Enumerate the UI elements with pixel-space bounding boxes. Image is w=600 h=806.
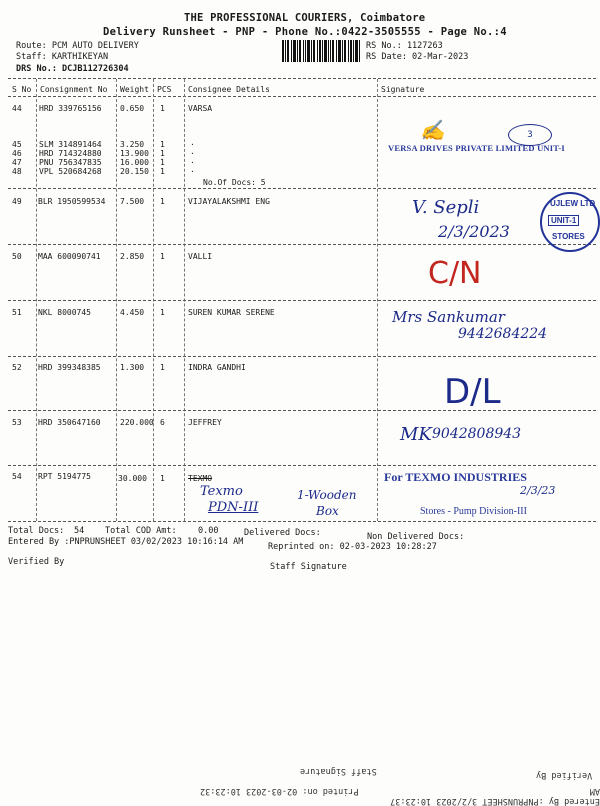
row-weight: 30.000	[118, 474, 147, 483]
row-weight: 13.900	[120, 149, 149, 158]
total-cod-value: 0.00	[198, 526, 219, 536]
row-consignment: VPL 520684268	[39, 167, 102, 176]
row-pcs: 1	[160, 363, 165, 372]
table-bottom-rule	[8, 521, 596, 522]
non-delivered-docs: Non Delivered Docs:	[367, 532, 465, 542]
rs-date: RS Date: 02-Mar-2023	[366, 52, 469, 62]
row-pcs: 1	[160, 104, 165, 113]
ghost-staff-signature: Staff Signature	[300, 766, 377, 776]
cn-mark: C/N	[428, 256, 482, 291]
col-pcs: PCS	[157, 85, 172, 94]
texmo-stamp-bottom: Stores - Pump Division-III	[420, 506, 527, 517]
row-consignment: HRD 339765156	[39, 104, 102, 113]
signature-date: 2/3/23	[520, 484, 556, 497]
row-pcs: 1	[160, 197, 165, 206]
staff-label: Staff: KARTHIKEYAN	[16, 52, 109, 62]
row-sno: 50	[12, 252, 22, 261]
entered-by: Entered By :PNPRUNSHEET 03/02/2023 10:16:14 AM	[8, 537, 244, 547]
signature-scribble: ✍	[420, 118, 445, 142]
row-sno: 49	[12, 197, 22, 206]
row-consignee: TEXMO	[188, 474, 213, 483]
row-consignee: VALLI	[188, 252, 213, 261]
signature-seal: 3	[508, 124, 552, 146]
row-rule	[8, 188, 596, 189]
row-sno: 47	[12, 158, 22, 167]
row-weight: 1.300	[120, 363, 145, 372]
row-sno: 44	[12, 104, 22, 113]
row-weight: 3.250	[120, 140, 145, 149]
total-docs-value: 54	[74, 526, 85, 536]
row-consignee: SUREN KUMAR SERENE	[188, 308, 275, 317]
row-pcs: 1	[160, 140, 165, 149]
row-sno: 48	[12, 167, 22, 176]
row-consignee: VARSA	[188, 104, 213, 113]
table-top-rule	[8, 78, 596, 79]
table-header-rule	[8, 96, 596, 97]
unit-seal	[540, 192, 600, 252]
row-consignment: NKL 8000745	[38, 308, 91, 317]
signature-handwriting: Mrs Sankumar	[392, 308, 505, 326]
row-sno: 53	[12, 418, 22, 427]
total-docs-label: Total Docs:	[8, 526, 65, 536]
row-sno: 46	[12, 149, 22, 158]
handwritten-note: PDN-III	[208, 500, 259, 515]
row-rule	[8, 356, 596, 357]
col-sno: S No	[12, 85, 32, 94]
row-consignee: JEFFREY	[188, 418, 222, 427]
row-consignee: .	[190, 165, 195, 174]
col-consignee: Consignee Details	[188, 85, 270, 94]
row-weight: 4.450	[120, 308, 145, 317]
row-consignee: VIJAYALAKSHMI ENG	[188, 197, 270, 206]
col-weight: Weight	[120, 85, 149, 94]
col-consignment: Consignment No	[40, 85, 108, 94]
handwritten-note: Texmo	[200, 484, 243, 499]
row-pcs: 1	[160, 149, 165, 158]
row-sno: 54	[12, 472, 22, 481]
signature-date: 2/3/2023	[438, 222, 510, 241]
versa-stamp: VERSA DRIVES PRIVATE LIMITED UNIT-I	[388, 143, 565, 153]
row-consignee: INDRA GANDHI	[188, 363, 246, 372]
rs-number: RS No.: 1127263	[366, 41, 443, 51]
row-weight: 7.500	[120, 197, 145, 206]
total-cod-label: Total COD Amt:	[105, 526, 177, 536]
signature-handwriting: MK	[400, 424, 432, 445]
row-consignment: MAA 600090741	[38, 252, 101, 261]
row-pcs: 1	[160, 252, 165, 261]
row-sno: 45	[12, 140, 22, 149]
signature-phone: 9042808943	[432, 426, 522, 442]
runsheet-subtitle: Delivery Runsheet - PNP - Phone No.:0422-3505555 - Page No.:4	[103, 26, 507, 38]
verified-by: Verified By	[8, 557, 65, 567]
row-pcs: 1	[160, 158, 165, 167]
delivered-docs: Delivered Docs:	[244, 528, 321, 538]
row-rule	[8, 465, 596, 466]
row-weight: 20.150	[120, 167, 149, 176]
barcode	[282, 40, 360, 62]
row-consignment: PNU 756347835	[39, 158, 102, 167]
no-of-docs: No.Of Docs: 5	[203, 178, 266, 187]
row-pcs: 1	[160, 167, 165, 176]
row-consignment: HRD 399348385	[38, 363, 101, 372]
seal-top-text: UJLEW LTD	[550, 199, 596, 208]
row-consignment: BLR 1950599534	[38, 197, 106, 206]
ghost-entered-by: Entered By :PNPRUNSHEET 3/2/2023 10:23:37 AM	[390, 786, 600, 806]
row-consignment: SLM 314891464	[39, 140, 102, 149]
route-label: Route: PCM AUTO DELIVERY	[16, 41, 139, 51]
row-rule	[8, 410, 596, 411]
row-weight: 220.000	[120, 418, 154, 427]
row-consignment: HRD 350647160	[38, 418, 101, 427]
handwritten-note: 1-Wooden	[297, 488, 357, 502]
ghost-verified-by: Verified By	[536, 770, 593, 780]
row-pcs: 1	[160, 308, 165, 317]
row-consignee: .	[190, 147, 195, 156]
row-weight: 2.850	[120, 252, 145, 261]
row-pcs: 6	[160, 418, 165, 427]
signature-phone: 9442684224	[458, 326, 548, 342]
seal-bottom-text: STORES	[552, 232, 585, 241]
row-weight: 16.000	[120, 158, 149, 167]
handwritten-note: Box	[316, 504, 339, 518]
reprinted-on: Reprinted on: 02-03-2023 10:28:27	[268, 542, 437, 552]
texmo-stamp-top: For TEXMO INDUSTRIES	[384, 470, 527, 484]
row-pcs: 1	[160, 474, 165, 483]
row-rule	[8, 300, 596, 301]
row-consignment: HRD 714324880	[39, 149, 102, 158]
row-sno: 52	[12, 363, 22, 372]
row-rule	[8, 244, 596, 245]
row-consignee: .	[190, 138, 195, 147]
row-sno: 51	[12, 308, 22, 317]
ghost-printed-on: Printed on: 02-03-2023 10:23:32	[200, 786, 359, 796]
company-title: THE PROFESSIONAL COURIERS, Coimbatore	[184, 12, 426, 24]
signature-handwriting: V. Sepli	[412, 197, 480, 218]
row-weight: 0.650	[120, 104, 145, 113]
staff-signature: Staff Signature	[270, 562, 347, 572]
row-consignee: .	[190, 156, 195, 165]
row-consignment: RPT 5194775	[38, 472, 91, 481]
drs-number: DRS No.: DCJB112726304	[16, 64, 129, 74]
dl-mark: D/L	[444, 372, 501, 412]
seal-mid-text: UNIT-1	[548, 215, 579, 226]
col-signature: Signature	[381, 85, 425, 94]
